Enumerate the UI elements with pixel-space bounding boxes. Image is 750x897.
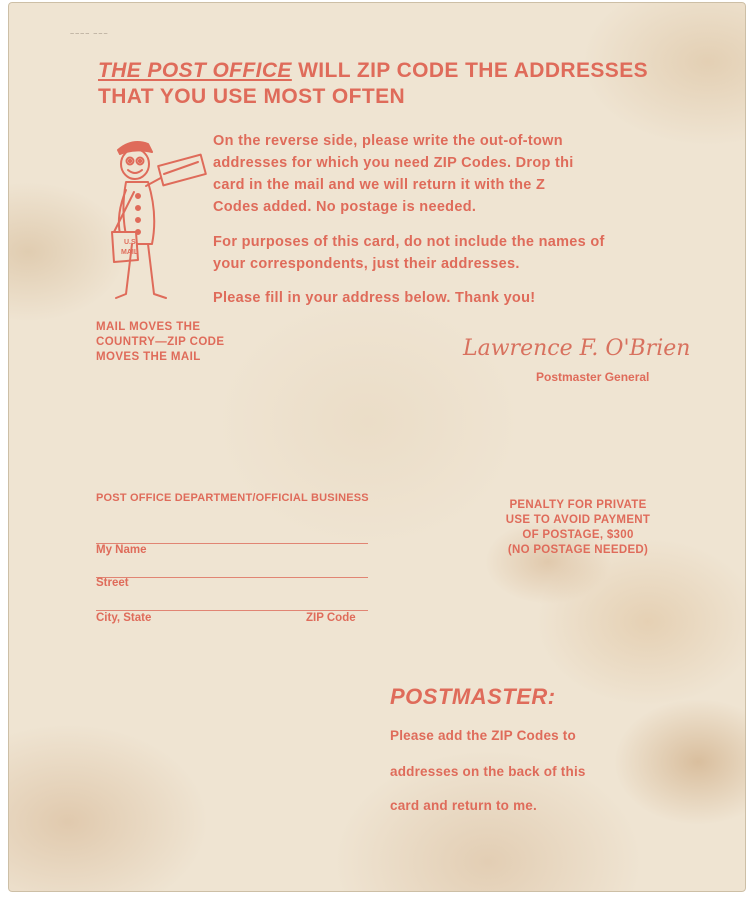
instructions-paragraph-3: Please fill in your address below. Thank you! <box>213 290 536 306</box>
penalty-line4: (NO POSTAGE NEEDED) <box>507 544 649 556</box>
headline-rest: WILL ZIP CODE THE ADDRESSES <box>291 59 649 82</box>
instructions-p1-line3: card in the mail and we will return it with the Z <box>213 177 546 193</box>
instructions-p1-line4: Codes added. No postage is needed. <box>213 199 477 215</box>
headline-post-office: THE POST OFFICE <box>98 59 292 82</box>
postmaster-note-line2: addresses on the back of this <box>390 764 586 779</box>
street-field-line[interactable] <box>96 577 368 578</box>
instructions-paragraph-1 <box>213 130 683 218</box>
instructions-p2-line2: your correspondents, just their addresses. <box>213 256 520 272</box>
postmaster-title: Postmaster General <box>536 370 650 384</box>
zip-code-field-label: ZIP Code <box>306 612 356 624</box>
department-label: POST OFFICE DEPARTMENT/OFFICIAL BUSINESS <box>96 492 369 504</box>
name-field-label: My Name <box>96 544 147 556</box>
penalty-line3: OF POSTAGE, $300 <box>522 529 634 541</box>
street-field-label: Street <box>96 577 129 589</box>
postmaster-note-line1: Please add the ZIP Codes to <box>390 728 576 743</box>
postmaster-note-line3: card and return to me. <box>390 798 537 813</box>
instructions-paragraph-2 <box>213 231 683 275</box>
penalty-line2: USE TO AVOID PAYMENT <box>505 514 651 526</box>
instructions-p2-line1: For purposes of this card, do not include the names of <box>213 234 605 250</box>
headline-line2: THAT YOU USE MOST OFTEN <box>98 85 406 108</box>
postmaster-signature: Lawrence F. O'Brien <box>463 336 691 361</box>
headline <box>98 58 688 110</box>
penalty-notice <box>478 498 678 558</box>
bag-text-line2: MAIL <box>121 249 139 256</box>
penalty-line1: PENALTY FOR PRIVATE <box>509 499 647 511</box>
slogan-line1: MAIL MOVES THE <box>96 321 201 333</box>
slogan-line2: COUNTRY—ZIP CODE <box>96 336 225 348</box>
city-state-zip-field-line[interactable] <box>96 610 368 611</box>
bag-text-line1: U.S. <box>124 239 138 246</box>
corner-mark: ~~~~ ~~~ <box>70 31 109 38</box>
instructions-p1-line1: On the reverse side, please write the out-of-town <box>213 133 563 149</box>
instructions-p1-line2: addresses for which you need ZIP Codes. Drop thi <box>213 155 574 171</box>
slogan-line3: MOVES THE MAIL <box>96 351 201 363</box>
postmaster-heading: POSTMASTER: <box>390 684 556 709</box>
mr-zip-mascot-icon <box>108 134 208 306</box>
mascot-slogan <box>96 320 236 365</box>
city-state-field-label: City, State <box>96 612 152 624</box>
postcard <box>8 2 746 892</box>
